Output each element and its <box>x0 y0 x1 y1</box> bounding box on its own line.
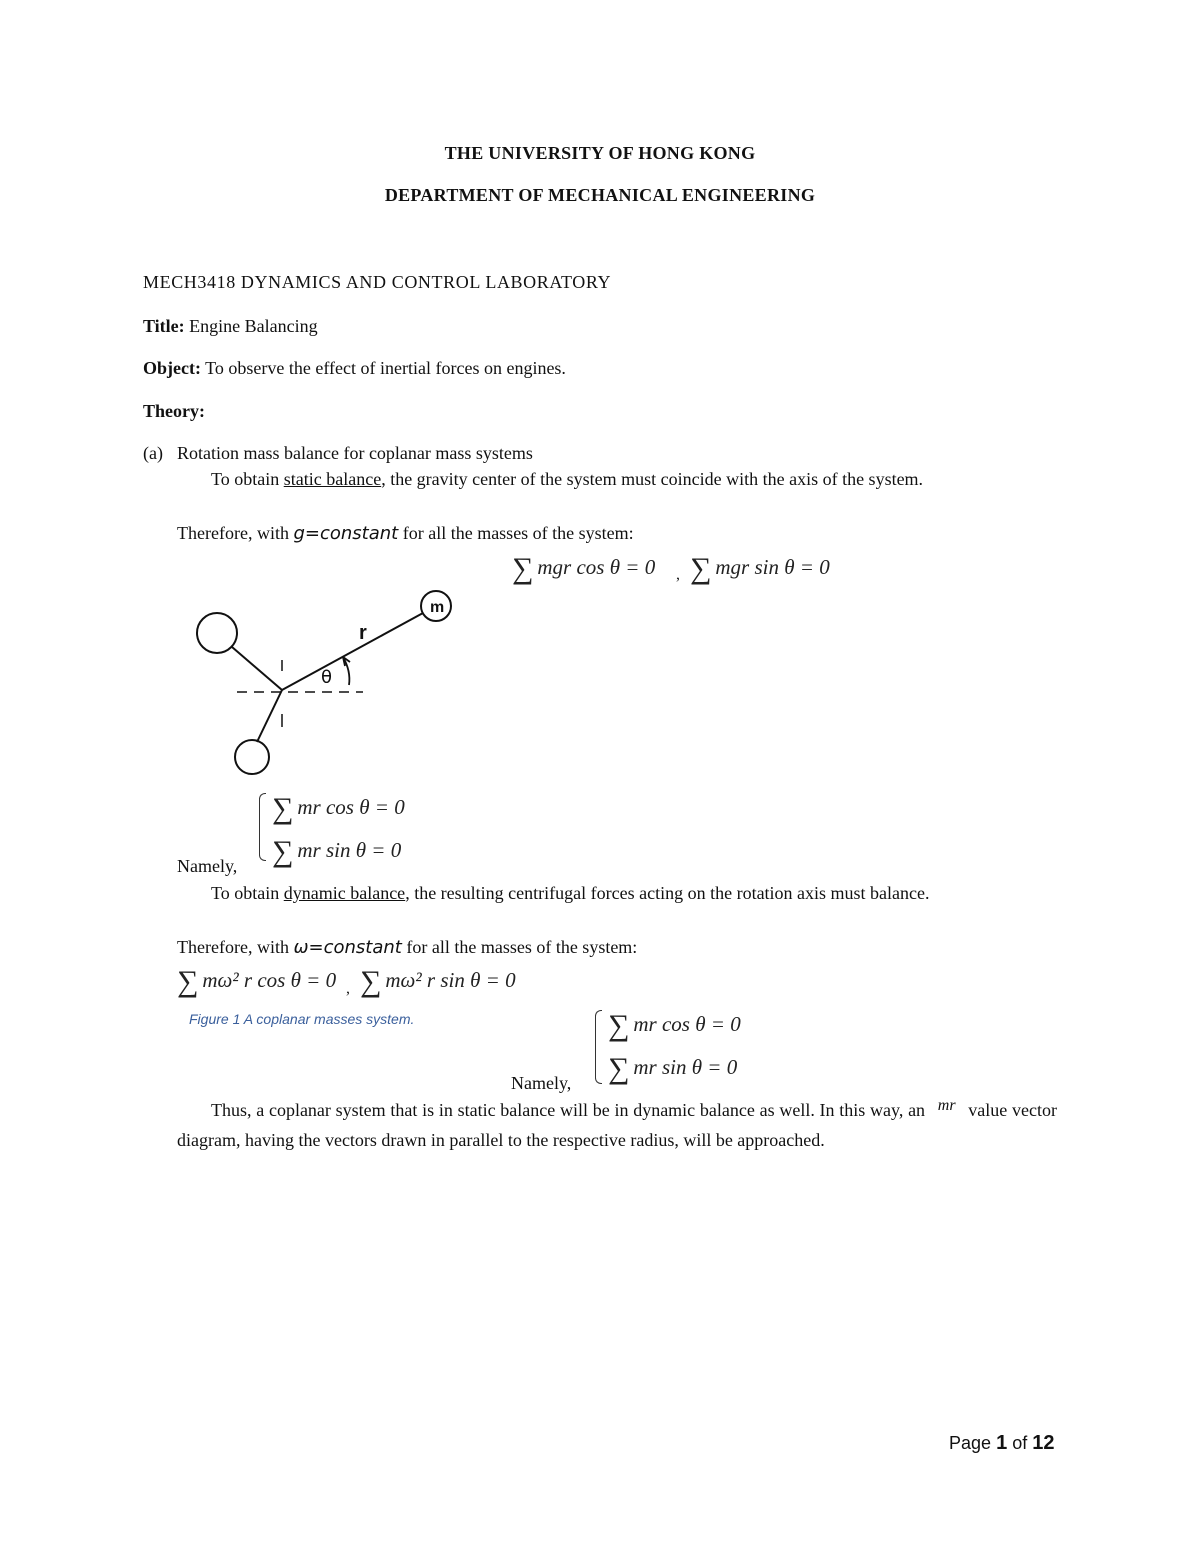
page-total: 12 <box>1032 1432 1055 1454</box>
equation-static-sin: ∑ mgr sin θ = 0 <box>690 552 830 585</box>
dynamic-text-pre: To obtain <box>211 883 284 903</box>
object-line <box>143 355 566 381</box>
equation-mr-sin-2: ∑ mr sin θ = 0 <box>608 1052 738 1085</box>
namely-label-1: Namely, <box>177 856 238 876</box>
thus-paragraph <box>177 1096 1057 1154</box>
label-m: m <box>430 599 445 616</box>
brace-system-1 <box>259 793 266 861</box>
label-theta: θ <box>321 667 333 688</box>
dynamic-balance-term: dynamic balance <box>283 883 406 903</box>
of-label: of <box>1012 1433 1028 1453</box>
omega-constant: ω=constant <box>293 937 402 958</box>
therefore-pre: Therefore, with <box>177 523 294 543</box>
arm-r <box>282 613 423 690</box>
thus-text-post: value vector diagram, having the vectors drawn in parallel to the respective radius, will be approached. <box>177 1100 1057 1150</box>
equation-comma-2: , <box>346 980 350 997</box>
figure-1-caption: Figure 1 A coplanar masses system. <box>189 1011 415 1027</box>
mass-circle-lower <box>235 740 269 774</box>
section-a-heading: Rotation mass balance for coplanar mass systems <box>177 443 533 463</box>
equation-mr-cos-2: ∑ mr cos θ = 0 <box>608 1009 741 1042</box>
label-r: r <box>359 622 367 644</box>
dynamic-text-post: , the resulting centrifugal forces acting on the rotation axis must balance. <box>405 883 930 903</box>
equation-static-cos: ∑ mgr cos θ = 0 <box>512 552 656 585</box>
coplanar-masses-figure <box>185 585 475 785</box>
department-heading: DEPARTMENT OF MECHANICAL ENGINEERING <box>384 185 816 205</box>
static-text-pre: To obtain <box>211 469 284 489</box>
mr-symbol: mr <box>937 1097 956 1114</box>
therefore-omega-line <box>177 934 637 961</box>
equation-mr-sin-1: ∑ mr sin θ = 0 <box>272 835 402 868</box>
equation-comma: , <box>676 566 680 583</box>
title-label: Title: <box>143 316 185 336</box>
dynamic-balance-paragraph <box>177 880 1057 906</box>
therefore-g-line <box>177 520 634 547</box>
university-heading: THE UNIVERSITY OF HONG KONG <box>444 143 756 163</box>
therefore2-post: for all the masses of the system: <box>401 937 638 957</box>
course-title: MECH3418 DYNAMICS AND CONTROL LABORATORY <box>143 272 612 292</box>
static-text-post: , the gravity center of the system must coincide with the axis of the system. <box>381 469 924 489</box>
static-balance-paragraph <box>177 466 1057 492</box>
object-label: Object: <box>143 358 201 378</box>
g-constant: g=constant <box>293 523 399 544</box>
brace-system-2 <box>595 1010 602 1084</box>
title-value: Engine Balancing <box>189 316 318 336</box>
object-value: To observe the effect of inertial forces on engines. <box>205 358 566 378</box>
equation-mr-cos-1: ∑ mr cos θ = 0 <box>272 792 405 825</box>
static-balance-term: static balance <box>283 469 382 489</box>
arm-upper-left <box>232 647 282 690</box>
namely-label-2: Namely, <box>511 1073 572 1093</box>
theory-label: Theory: <box>143 401 205 421</box>
arm-lower <box>257 690 282 742</box>
therefore-post: for all the masses of the system: <box>398 523 634 543</box>
section-a-marker: (a) <box>143 443 163 463</box>
page-number: 1 <box>996 1432 1008 1454</box>
mass-circle-upper-left <box>197 613 237 653</box>
therefore2-pre: Therefore, with <box>177 937 294 957</box>
equation-dynamic-sin: ∑ mω² r sin θ = 0 <box>360 965 516 998</box>
page-label: Page <box>949 1433 992 1453</box>
title-line <box>143 313 318 339</box>
equation-dynamic-cos: ∑ mω² r cos θ = 0 <box>177 965 337 998</box>
page-footer <box>949 1432 1054 1455</box>
thus-text-pre: Thus, a coplanar system that is in static balance will be in dynamic balance as well. In this way, an <box>211 1100 930 1120</box>
